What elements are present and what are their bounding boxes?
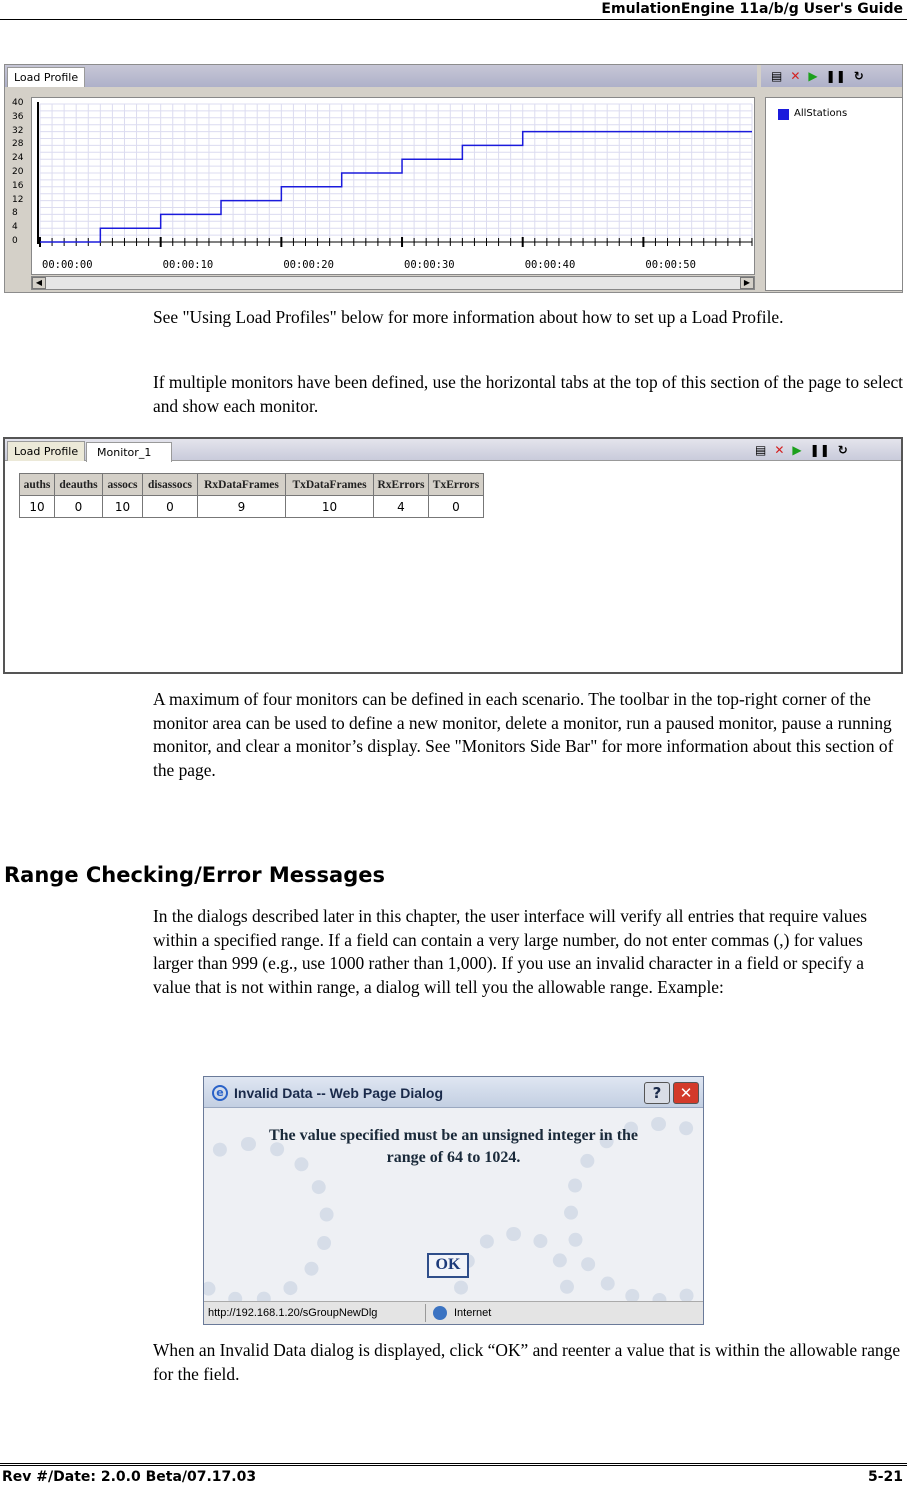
x-tick-label: 00:00:50 xyxy=(645,259,696,271)
y-tick-label: 20 xyxy=(12,167,24,177)
pause-icon[interactable]: ❚❚ xyxy=(825,69,846,83)
run-icon[interactable]: ▶ xyxy=(792,443,802,457)
scroll-right-icon[interactable]: ▶ xyxy=(740,277,754,289)
page-number: 5-21 xyxy=(867,1469,903,1485)
pause-icon[interactable]: ❚❚ xyxy=(809,443,830,457)
table-cell: 10 xyxy=(103,496,143,518)
paragraph-load-profile-info: See "Using Load Profiles" below for more information about how to set up a Load Profile. xyxy=(153,307,784,327)
delete-icon[interactable]: ✕ xyxy=(774,443,785,457)
table-cell: 9 xyxy=(198,496,286,518)
monitor-stats-table xyxy=(19,473,484,518)
clear-icon[interactable]: ↻ xyxy=(853,69,864,83)
monitor-toolbar xyxy=(749,440,854,460)
tab-load-profile[interactable]: Load Profile xyxy=(7,67,85,87)
status-divider xyxy=(425,1304,426,1322)
column-header: RxErrors xyxy=(374,474,429,496)
load-profile-panel xyxy=(4,64,903,293)
y-tick-label: 36 xyxy=(12,111,24,122)
dialog-message xyxy=(204,1125,703,1169)
y-tick-label: 4 xyxy=(12,222,18,233)
table-cell: 10 xyxy=(20,496,55,518)
y-tick-label: 40 xyxy=(12,98,24,108)
dialog-message-line: range of 64 to 1024. xyxy=(386,1149,521,1166)
ok-button[interactable]: OK xyxy=(427,1253,469,1278)
close-button[interactable]: ✕ xyxy=(673,1082,699,1104)
column-header: assocs xyxy=(103,474,143,496)
y-tick-label: 0 xyxy=(12,236,18,246)
column-header: auths xyxy=(20,474,55,496)
status-zone: Internet xyxy=(454,1307,492,1319)
table-cell: 0 xyxy=(429,496,484,518)
table-header-row xyxy=(20,474,484,496)
y-tick-label: 16 xyxy=(12,180,24,191)
help-button[interactable]: ? xyxy=(644,1082,670,1104)
table-row xyxy=(20,496,484,518)
column-header: TxErrors xyxy=(429,474,484,496)
clear-icon[interactable]: ↻ xyxy=(837,443,848,457)
paragraph-range-checking: In the dialogs described later in this chapter, the user interface will verify all entries that require values within a specified range. If a field can contain a very large number, do not enter commas (,) for values larger than 999 (e.g., use 1000 rather than 1,000). If you use an invalid character in a field or specify a value that is not within range, a dialog will tell you the allowable range. Example: xyxy=(153,906,867,997)
dialog-status-bar xyxy=(204,1301,703,1325)
paragraph-monitor-toolbar: A maximum of four monitors can be defined in each scenario. The toolbar in the top-right corner of the monitor area can be used to define a new monitor, delete a monitor, run a paused monitor, pause a running monitor, and clear a monitor’s display. See "Monitors Side Bar" for more information about this section of the page. xyxy=(153,689,894,780)
chart-scrollbar[interactable] xyxy=(31,276,755,290)
paragraph-dialog-instructions: When an Invalid Data dialog is displayed, click “OK” and reenter a value that is within the allowable range for the field. xyxy=(153,1340,901,1384)
page-header xyxy=(0,0,907,20)
internet-globe-icon xyxy=(433,1306,447,1320)
status-url: http://192.168.1.20/sGroupNewDlg xyxy=(208,1307,378,1319)
x-tick-label: 00:00:00 xyxy=(42,259,93,271)
dialog-message-line: The value specified must be an unsigned integer in the xyxy=(268,1127,639,1144)
y-tick-label: 28 xyxy=(12,139,24,150)
scroll-left-icon[interactable]: ◀ xyxy=(32,277,46,289)
paragraph-monitor-tabs: If multiple monitors have been defined, use the horizontal tabs at the top of this section of the page to select and show each monitor. xyxy=(153,372,903,416)
monitor-toolbar xyxy=(765,66,870,86)
x-tick-label: 00:00:40 xyxy=(524,259,576,271)
y-tick-label: 32 xyxy=(12,125,24,136)
y-tick-label: 24 xyxy=(12,153,24,164)
x-tick-label: 00:00:10 xyxy=(162,259,214,271)
tab-load-profile[interactable]: Load Profile xyxy=(7,441,85,461)
ie-icon: e xyxy=(212,1085,228,1101)
y-tick-label: 8 xyxy=(12,208,18,219)
legend-swatch xyxy=(778,109,789,120)
column-header: disassocs xyxy=(143,474,198,496)
dialog-title: Invalid Data -- Web Page Dialog xyxy=(234,1085,444,1101)
y-tick-label: 12 xyxy=(12,194,24,205)
tab-monitor-1[interactable]: Monitor_1 xyxy=(86,442,172,462)
guide-title: EmulationEngine 11a/b/g User's Guide xyxy=(601,1,903,17)
monitor-panel xyxy=(3,437,903,674)
table-cell: 10 xyxy=(286,496,374,518)
x-tick-label: 00:00:30 xyxy=(404,259,455,271)
new-monitor-icon[interactable]: ▤ xyxy=(771,69,783,83)
invalid-data-dialog xyxy=(203,1076,704,1325)
chart-legend xyxy=(765,97,903,291)
legend-label: AllStations xyxy=(794,108,848,119)
x-tick-label: 00:00:20 xyxy=(283,259,334,271)
run-icon[interactable]: ▶ xyxy=(808,69,818,83)
new-monitor-icon[interactable]: ▤ xyxy=(755,443,767,457)
table-cell: 0 xyxy=(143,496,198,518)
column-header: TxDataFrames xyxy=(286,474,374,496)
dialog-title-bar xyxy=(204,1077,703,1108)
section-heading: Range Checking/Error Messages xyxy=(4,863,385,887)
page-footer xyxy=(0,1463,907,1489)
load-profile-chart xyxy=(31,97,755,275)
revision-date: Rev #/Date: 2.0.0 Beta/07.17.03 xyxy=(2,1469,257,1485)
table-cell: 0 xyxy=(55,496,103,518)
delete-icon[interactable]: ✕ xyxy=(790,69,801,83)
column-header: RxDataFrames xyxy=(198,474,286,496)
column-header: deauths xyxy=(55,474,103,496)
chart-svg xyxy=(32,98,754,274)
table-cell: 4 xyxy=(374,496,429,518)
tab-strip xyxy=(5,65,757,87)
